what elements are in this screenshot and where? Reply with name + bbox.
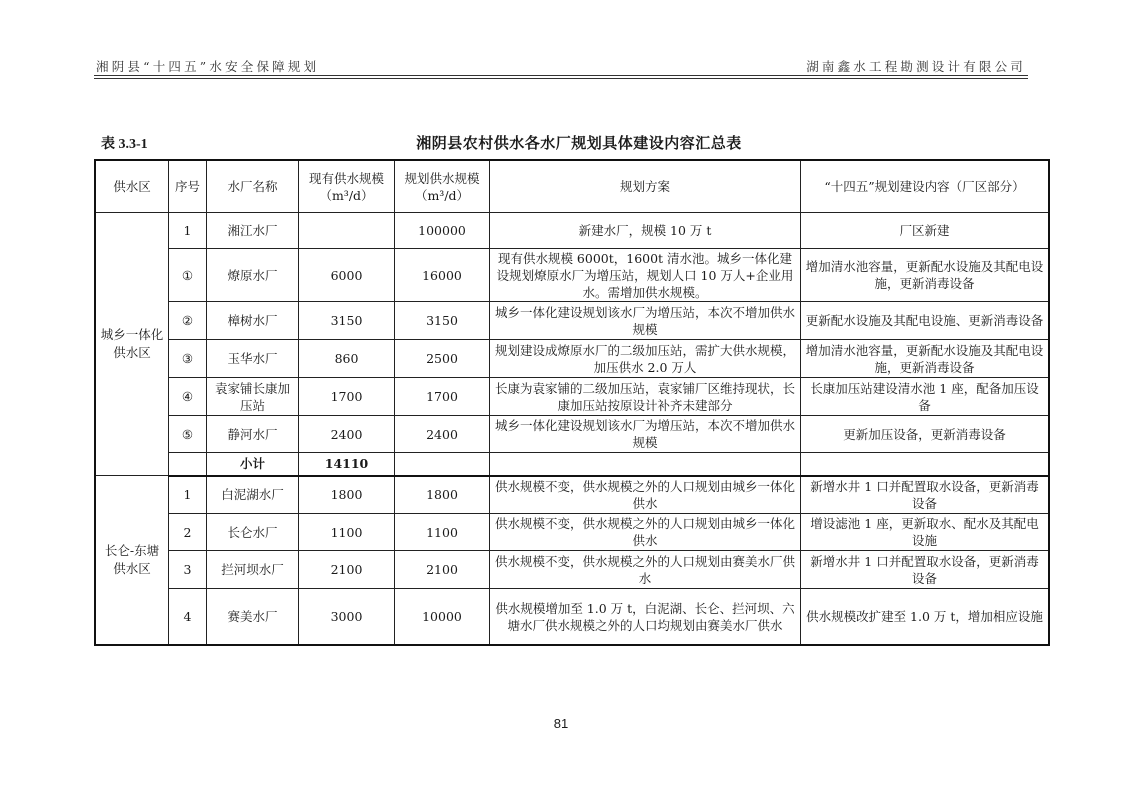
column-header-plan: 规划方案 — [490, 161, 801, 213]
zone-cell: 城乡一体化供水区 — [96, 213, 169, 476]
plant-name: 玉华水厂 — [207, 340, 299, 378]
subtotal-content — [801, 453, 1049, 476]
construction-content: 新增水井 1 口并配置取水设备，更新消毒设备 — [801, 551, 1049, 589]
table-row — [96, 416, 1049, 453]
column-header-zone: 供水区 — [96, 161, 169, 213]
page-number: 81 — [553, 716, 569, 731]
plan-scheme: 供水规模增加至 1.0 万 t，白泥湖、长仑、拦河坝、六塘水厂供水规模之外的人口均规划由赛美水厂供水 — [490, 589, 801, 645]
construction-content: 增加清水池容量，更新配水设施及其配电设施，更新消毒设备 — [801, 249, 1049, 302]
construction-content: 新增水井 1 口并配置取水设备，更新消毒设备 — [801, 476, 1049, 514]
column-header-no: 序号 — [169, 161, 207, 213]
plant-name: 拦河坝水厂 — [207, 551, 299, 589]
subtotal-planned — [395, 453, 490, 476]
plan-scheme: 新建水厂，规模 10 万 t — [490, 213, 801, 249]
water-plant-table — [95, 160, 1049, 645]
construction-content: 更新配水设施及其配电设施、更新消毒设备 — [801, 302, 1049, 340]
plant-name: 静河水厂 — [207, 416, 299, 453]
subtotal-no — [169, 453, 207, 476]
table-row — [96, 302, 1049, 340]
plan-scheme: 现有供水规模 6000t，1600t 清水池。城乡一体化建设规划燎原水厂为增压站，规划人口 10 万人+企业用水。需增加供水规模。 — [490, 249, 801, 302]
row-no: 1 — [169, 476, 207, 514]
planned-scale: 2500 — [395, 340, 490, 378]
planned-scale: 100000 — [395, 213, 490, 249]
planned-scale: 3150 — [395, 302, 490, 340]
column-header-planned: 规划供水规模（m³/d） — [395, 161, 490, 213]
subtotal-label: 小计 — [207, 453, 299, 476]
current-scale: 1800 — [299, 476, 395, 514]
current-scale: 1700 — [299, 378, 395, 416]
plant-name: 长仑水厂 — [207, 514, 299, 551]
subtotal-value: 14110 — [299, 453, 395, 476]
column-header-current: 现有供水规模（m³/d） — [299, 161, 395, 213]
row-no: 4 — [169, 589, 207, 645]
plant-name: 袁家铺长康加压站 — [207, 378, 299, 416]
table-row — [96, 249, 1049, 302]
column-header-content: “十四五”规划建设内容（厂区部分） — [801, 161, 1049, 213]
construction-content: 供水规模改扩建至 1.0 万 t，增加相应设施 — [801, 589, 1049, 645]
table-row — [96, 476, 1049, 514]
plan-scheme: 城乡一体化建设规划该水厂为增压站，本次不增加供水规模 — [490, 416, 801, 453]
current-scale: 3000 — [299, 589, 395, 645]
planned-scale: 1100 — [395, 514, 490, 551]
row-no: 1 — [169, 213, 207, 249]
plant-name: 赛美水厂 — [207, 589, 299, 645]
current-scale: 2400 — [299, 416, 395, 453]
row-no: ③ — [169, 340, 207, 378]
subtotal-row — [96, 453, 1049, 476]
current-scale: 1100 — [299, 514, 395, 551]
plan-scheme: 供水规模不变，供水规模之外的人口规划由城乡一体化供水 — [490, 514, 801, 551]
planned-scale: 1800 — [395, 476, 490, 514]
running-header-title: 湘阴县“十四五”水安全保障规划 — [96, 59, 320, 74]
table-row — [96, 340, 1049, 378]
construction-content: 长康加压站建设清水池 1 座，配备加压设备 — [801, 378, 1049, 416]
running-header-company: 湖南鑫水工程勘测设计有限公司 — [806, 59, 1026, 74]
table-row — [96, 378, 1049, 416]
row-no: ④ — [169, 378, 207, 416]
row-no: ⑤ — [169, 416, 207, 453]
current-scale — [299, 213, 395, 249]
subtotal-plan — [490, 453, 801, 476]
planned-scale: 16000 — [395, 249, 490, 302]
plan-scheme: 供水规模不变，供水规模之外的人口规划由赛美水厂供水 — [490, 551, 801, 589]
row-no: 2 — [169, 514, 207, 551]
plant-name: 白泥湖水厂 — [207, 476, 299, 514]
table-row — [96, 213, 1049, 249]
table-row — [96, 589, 1049, 645]
plan-scheme: 供水规模不变，供水规模之外的人口规划由城乡一体化供水 — [490, 476, 801, 514]
column-header-plant: 水厂名称 — [207, 161, 299, 213]
table-title: 湘阴县农村供水各水厂规划具体建设内容汇总表 — [416, 134, 742, 152]
current-scale: 860 — [299, 340, 395, 378]
construction-content: 增设滤池 1 座，更新取水、配水及其配电设施 — [801, 514, 1049, 551]
row-no: 3 — [169, 551, 207, 589]
current-scale: 3150 — [299, 302, 395, 340]
table-row — [96, 514, 1049, 551]
planned-scale: 10000 — [395, 589, 490, 645]
header-divider — [94, 75, 1028, 79]
table-header-row — [96, 161, 1049, 213]
zone-cell: 长仑-东塘供水区 — [96, 476, 169, 645]
plant-name: 燎原水厂 — [207, 249, 299, 302]
plan-scheme: 城乡一体化建设规划该水厂为增压站，本次不增加供水规模 — [490, 302, 801, 340]
current-scale: 6000 — [299, 249, 395, 302]
planned-scale: 2100 — [395, 551, 490, 589]
plant-name: 湘江水厂 — [207, 213, 299, 249]
table-number: 表 3.3-1 — [101, 137, 148, 152]
plant-name: 樟树水厂 — [207, 302, 299, 340]
plan-scheme: 长康为袁家铺的二级加压站，袁家铺厂区维持现状，长康加压站按原设计补齐未建部分 — [490, 378, 801, 416]
planned-scale: 1700 — [395, 378, 490, 416]
planned-scale: 2400 — [395, 416, 490, 453]
table-row — [96, 551, 1049, 589]
construction-content: 厂区新建 — [801, 213, 1049, 249]
plan-scheme: 规划建设成燎原水厂的二级加压站，需扩大供水规模，加压供水 2.0 万人 — [490, 340, 801, 378]
construction-content: 增加清水池容量，更新配水设施及其配电设施，更新消毒设备 — [801, 340, 1049, 378]
current-scale: 2100 — [299, 551, 395, 589]
row-no: ② — [169, 302, 207, 340]
row-no: ① — [169, 249, 207, 302]
construction-content: 更新加压设备，更新消毒设备 — [801, 416, 1049, 453]
